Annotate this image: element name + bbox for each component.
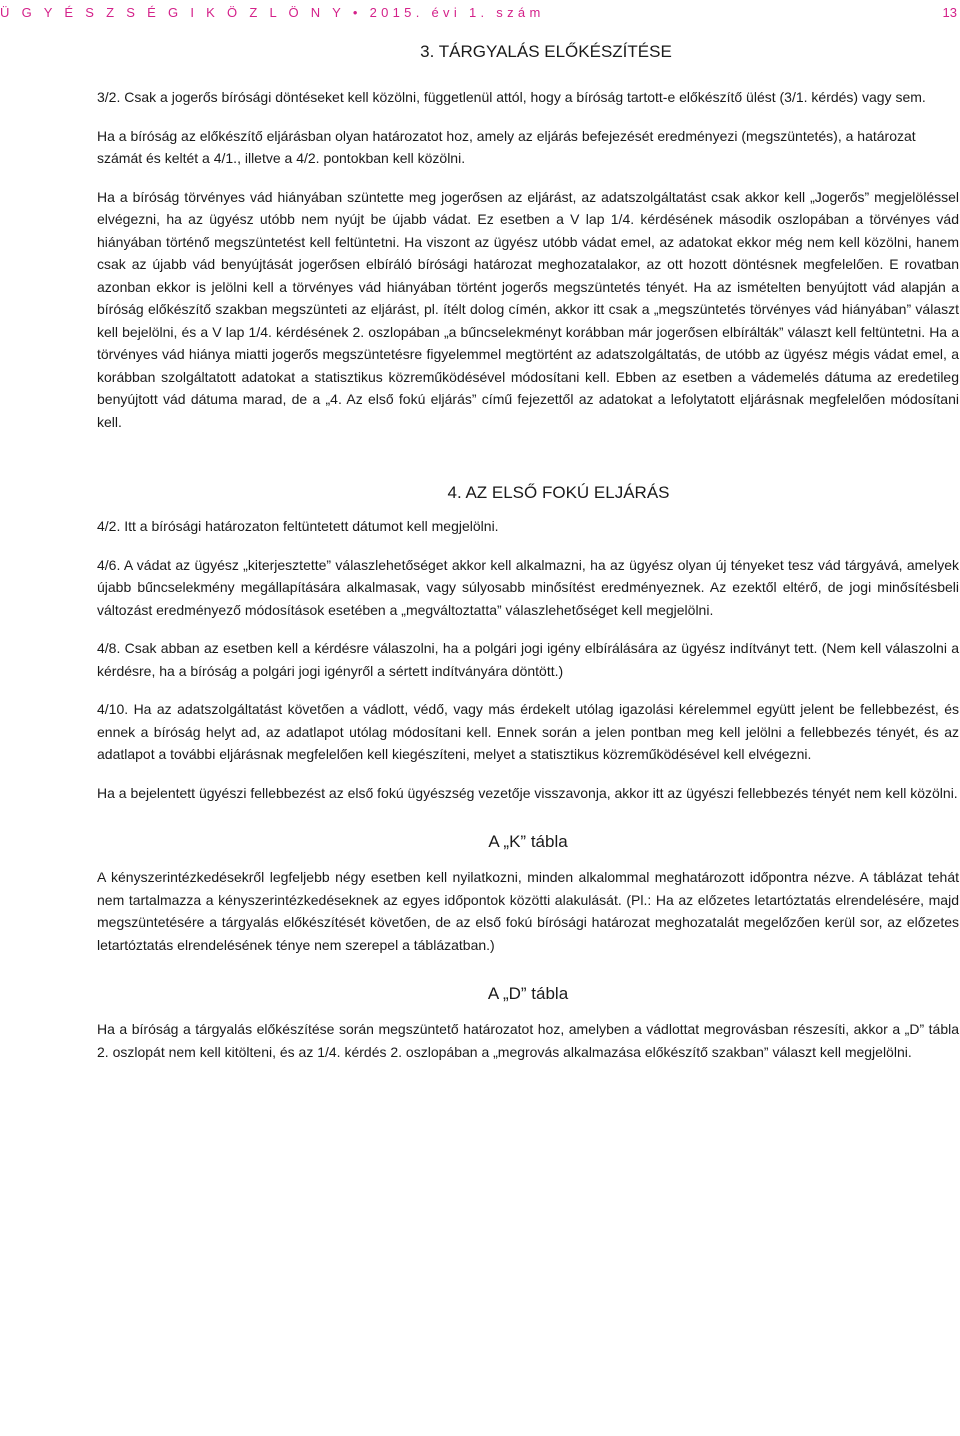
page-number: 13 xyxy=(942,5,957,20)
paragraph-appeal-withdrawal: Ha a bejelentett ügyészi fellebbezést az első fokú ügyészség vezetője visszavonja, akkor itt az ügyészi fellebbezés tényét nem kell közölni. xyxy=(97,784,958,801)
section-3-heading: 3. TÁRGYALÁS ELŐKÉSZÍTÉSE xyxy=(420,42,672,61)
paragraph-preparatory-termination: Ha a bíróság az előkészítő eljárásban olyan határozatot hoz, amely az eljárás befejezését eredményezi (megszüntetés), a határozat számát és keltét a 4/1., illetve a 4/2. pontokban kell közölni. xyxy=(97,127,916,166)
table-d-heading: A „D” tábla xyxy=(487,984,569,1003)
paragraph-4-8: 4/8. Csak abban az esetben kell a kérdésre válaszolni, ha a polgári jogi igény elbírálására az ügyész indítványt tett. (Nem kell válaszolni a kérdésre, ha a bíróság a polgári jogi igényről a sértett indítványára döntött.) xyxy=(97,640,959,679)
section-4-heading: 4. AZ ELSŐ FOKÚ ELJÁRÁS xyxy=(447,483,670,502)
paragraph-4-6: 4/6. A vádat az ügyész „kiterjesztette” válaszlehetőséget akkor kell alkalmazni, ha az ügyész olyan új tényeket tesz vád tárgyává, amelyek újabb bűncselekmény megállapítására alkalmasak, vagy súlyosabb minősítést eredményeznek. Az ezektől eltérő, de jogi minősítésbeli változást eredményező módosítások esetében a „megváltoztatta” válaszlehetőséget kell megjelölni. xyxy=(97,556,959,618)
paragraph-3-2: 3/2. Csak a jogerős bírósági döntéseket kell közölni, függetlenül attól, hogy a bíróság tartott-e előkészítő ülést (3/1. kérdés) vagy sem. xyxy=(97,89,926,105)
running-header xyxy=(0,5,960,25)
paragraph-4-2: 4/2. Itt a bírósági határozaton feltüntetett dátumot kell megjelölni. xyxy=(97,518,499,534)
page-body xyxy=(97,40,959,1079)
paragraph-4-10: 4/10. Ha az adatszolgáltatást követően a vádlott, védő, vagy más érdekelt utólag igazolási kérelemmel együtt jelent be fellebbezést, és ennek a bíróság helyt ad, az adatlapot utólag módosítani kell. Ennek során a jelen pontban meg kell jelölni a fellebbezés tényét, és az adatlapot a további eljárásnak megfelelően kell kiegészíteni, melyet a statisztikus közreműködésével kell elvégezni. xyxy=(97,701,959,762)
table-k-heading: A „K” tábla xyxy=(488,832,568,851)
paragraph-lawful-charge: Ha a bíróság törvényes vád hiányában szüntette meg jogerősen az eljárást, az adatszolgáltatást csak akkor kell „Jogerős” megjelöléssel elvégezni, ha az ügyész utóbb nem nyújt be újabb vádat. Ez esetben a V lap 1/4. kérdésének második oszlopában a törvényes vád hiányában történő megszüntetést kell feltüntetni. Ha viszont az ügyész utóbb vádat emel, az adatokat ekkor még nem kell közölni, hanem csak az újabb vád benyújtását jogerősen elbíráló bírósági határozat meghozatalakor, az ott hozott döntésnek megfelelően. E rovatban azonban ekkor is jelölni kell a törvényes vád hiányában történt jogerős megszüntetés tényét. Ha az ismételten benyújtott vád alapján a bíróság előkészítő szakban megszünteti az eljárást, pl. ítélt dolog címén, akkor itt csak a „megszüntetés törvényes vád hiányában” választ kell bejelölni, és a V lap 1/4. kérdésének 2. oszlopában „a bűncselekményt korábban már jogerősen elbírálták” választ kell feltüntetni. Ha a törvényes vád hiánya miatti jogerős megszüntetésre figyelemmel megtörtént az adatszolgáltatás, de utóbb az ügyész mégis vádat emel, a korábban szolgáltatott adatokat a statisztikus közreműködésével módosítani kell. Ebben az esetben a vádemelés dátuma az eredetileg benyújtott vád dátuma marad, de a „4. Az első fokú eljárás” című fejezettől az adatokat a lefolytatott eljárásnak megfelelően módosítani kell. xyxy=(97,188,959,430)
journal-title: Ü G Y É S Z S É G I K Ö Z L Ö N Y • 2015. évi 1. szám xyxy=(0,5,545,20)
paragraph-table-d: Ha a bíróság a tárgyalás előkészítése során megszüntető határozatot hoz, amelyben a vádlottat megrovásban részesíti, akkor a „D” tábla 2. oszlopát nem kell kitölteni, és az 1/4. kérdés 2. oszlopában a „megrovás alkalmazása előkészítő szakban” választ kell megjelölni. xyxy=(97,1021,959,1060)
paragraph-table-k: A kényszerintézkedésekről legfeljebb négy esetben kell nyilatkozni, minden alkalommal meghatározott időpontra nézve. A táblázat tehát nem tartalmazza a kényszerintézkedéseknek az egyes időpontok közötti alakulását. (Pl.: Ha az előzetes letartóztatás elrendelésére, majd megszüntetésére a tárgyalás előkészítését követően, de az első fokú bírósági határozat meghozatalát megelőzően kerül sor, az előzetes letartóztatás elrendelésének ténye nem szerepel a táblázatban.) xyxy=(97,869,959,953)
